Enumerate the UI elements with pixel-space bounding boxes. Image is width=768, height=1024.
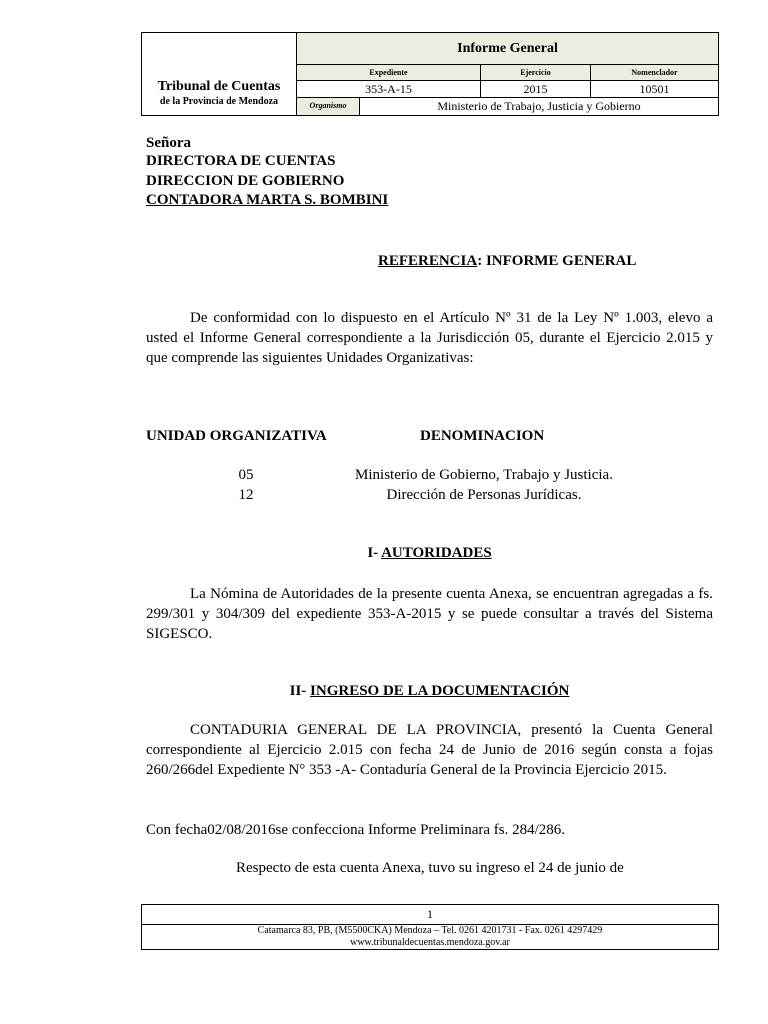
section-2-paragraph: CONTADURIA GENERAL DE LA PROVINCIA, presentó la Cuenta General correspondiente al Ejercicio 2.015 con fecha 24 de Junio de 2016 según consta a fojas 260/266del Expediente N° 353 -A- Contaduría General de la Provincia Ejercicio 2015.: [146, 722, 713, 778]
reference-line: [378, 253, 636, 270]
units-header-denomination: DENOMINACION: [420, 428, 545, 444]
section-2-title: INGRESO DE LA DOCUMENTACIÓN: [310, 683, 570, 699]
expediente-label: Expediente: [297, 65, 480, 81]
section-2-continuation: Respecto de esta cuenta Anexa, tuvo su ingreso el 24 de junio de: [236, 860, 624, 876]
unit-code: 12: [238, 487, 254, 503]
organization-province: de la Provincia de Mendoza: [159, 96, 279, 107]
section-2-heading: [146, 683, 713, 700]
report-title: Informe General: [297, 33, 718, 65]
nomenclador-label: Nomenclador: [590, 65, 718, 81]
addressee-salutation: Señora: [146, 135, 191, 151]
footer-address: Catamarca 83, PB, (M5500CKA) Mendoza – Tel. 0261 4201731 - Fax. 0261 4297429: [257, 925, 603, 936]
nomenclador-value: 10501: [590, 81, 718, 98]
section-1-heading: [146, 545, 713, 562]
reference-text: INFORME GENERAL: [482, 253, 637, 269]
organization-name: Tribunal de Cuentas: [157, 79, 281, 94]
unit-name: Dirección de Personas Jurídicas.: [386, 487, 582, 503]
document-header: [141, 32, 719, 116]
organismo-value: Ministerio de Trabajo, Justicia y Gobierno: [359, 98, 718, 115]
section-1-paragraph: La Nómina de Autoridades de la presente cuenta Anexa, se encuentran agregadas a fs. 299/301 y 304/309 del expediente 353-A-2015 y se puede consultar a través del Sistema SIGESCO.: [146, 586, 713, 642]
expediente-value: 353-A-15: [297, 81, 480, 98]
ejercicio-label: Ejercicio: [480, 65, 590, 81]
reference-label: REFERENCIA: [378, 253, 478, 269]
organismo-label: Organismo: [297, 98, 359, 115]
addressee-name: CONTADORA MARTA S. BOMBINI: [146, 192, 389, 208]
organization-block: [142, 33, 297, 115]
section-1-title: AUTORIDADES: [381, 545, 492, 561]
unit-code: 05: [238, 467, 254, 483]
addressee-department: DIRECCION DE GOBIERNO: [146, 173, 345, 189]
section-2-number: II-: [289, 683, 307, 699]
section-1-number: I-: [367, 545, 379, 561]
units-header-unit: UNIDAD ORGANIZATIVA: [146, 428, 327, 444]
page-footer: [141, 904, 719, 950]
unit-name: Ministerio de Gobierno, Trabajo y Justicia.: [355, 467, 613, 483]
footer-website[interactable]: www.tribunaldecuentas.mendoza.gov.ar: [350, 937, 510, 948]
page-number: 1: [142, 905, 718, 925]
ejercicio-value: 2015: [480, 81, 590, 98]
section-2-preliminary-report: Con fecha02/08/2016se confecciona Informe Preliminara fs. 284/286.: [146, 822, 566, 838]
intro-paragraph: De conformidad con lo dispuesto en el Artículo Nº 31 de la Ley Nº 1.003, elevo a usted el Informe General correspondiente a la Jurisdicción 05, durante el Ejercicio 2.015 y que comprende las siguientes Unidades Organizativas:: [146, 310, 713, 366]
reference-separator: :: [477, 253, 483, 269]
addressee-title: DIRECTORA DE CUENTAS: [146, 153, 336, 169]
